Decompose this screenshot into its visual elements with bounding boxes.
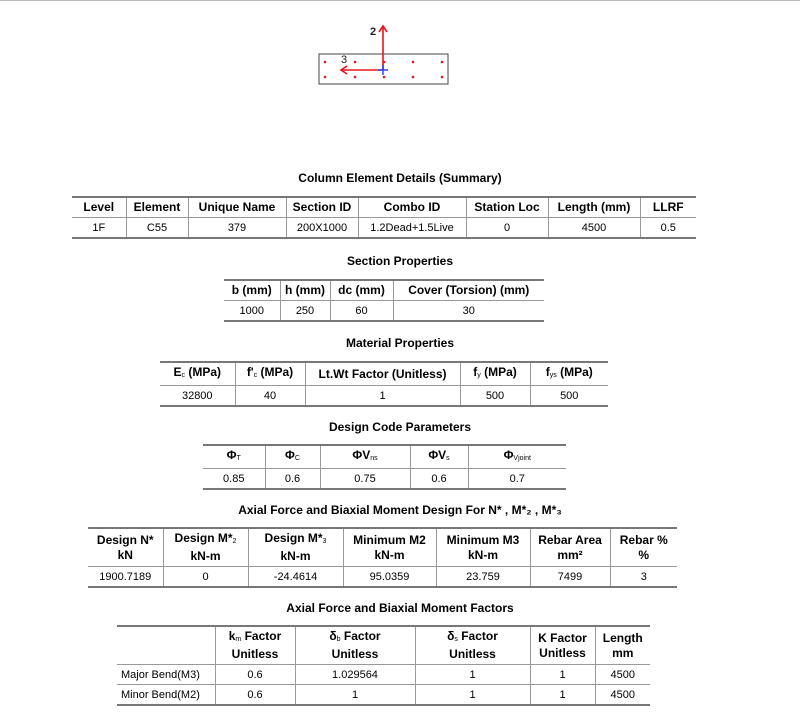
header-text: δ xyxy=(329,629,337,643)
header-subscript: c xyxy=(253,372,258,379)
header-text: E xyxy=(173,365,182,379)
column-header xyxy=(393,280,544,301)
table-cell: 0.5 xyxy=(640,218,696,239)
table-cell: 250 xyxy=(280,301,330,322)
table-cell: 23.759 xyxy=(436,567,530,588)
column-header xyxy=(248,528,343,567)
element-details-table xyxy=(72,196,696,239)
header-text: f' xyxy=(246,365,254,379)
column-header xyxy=(305,362,460,386)
header-subscript: 2 xyxy=(232,538,237,545)
section-diagram xyxy=(318,22,450,88)
table-cell: 3 xyxy=(610,567,677,588)
column-header xyxy=(530,528,610,567)
header-subscript: y xyxy=(477,372,481,379)
header-row xyxy=(72,197,696,218)
header-text: δ xyxy=(447,629,455,643)
table-cell: 0.85 xyxy=(223,472,245,485)
header-text: Factor xyxy=(457,629,498,643)
table-cell: Major Bend(M3) xyxy=(121,668,200,681)
axis-3-label: 3 xyxy=(341,54,348,66)
table-cell: 1.2Dead+1.5Live xyxy=(358,218,466,239)
column-header xyxy=(640,197,696,218)
header-text: Factor xyxy=(340,629,381,643)
column-header xyxy=(188,197,286,218)
column-header xyxy=(610,528,677,567)
header-text: mm² xyxy=(557,547,583,562)
material-properties-title: Material Properties xyxy=(345,336,455,350)
header-subscript: s xyxy=(454,636,458,643)
header-subscript: b xyxy=(336,636,341,643)
table-row xyxy=(224,301,544,322)
header-text: Cover (Torsion) (mm) xyxy=(408,283,530,297)
table-row xyxy=(203,469,566,490)
header-text: (MPa) xyxy=(480,365,517,379)
header-subscript: Vjoint xyxy=(513,455,531,462)
column-header xyxy=(265,445,320,469)
table-cell: 500 xyxy=(460,386,530,407)
header-text: Minimum M3 xyxy=(446,532,520,547)
header-row xyxy=(88,528,677,567)
header-text: ΦV xyxy=(352,448,371,462)
table-cell: 30 xyxy=(393,301,544,322)
header-text: Unique Name xyxy=(198,200,276,214)
header-text: h (mm) xyxy=(285,283,325,297)
header-text: (MPa) xyxy=(185,365,221,379)
table-cell: -24.4614 xyxy=(248,567,343,588)
table-cell: 40 xyxy=(235,386,305,407)
table-cell: 0.75 xyxy=(320,469,410,490)
column-header xyxy=(460,362,530,386)
column-header xyxy=(203,445,265,469)
header-text: Station Loc xyxy=(474,200,540,214)
axial-biaxial-design-table xyxy=(88,527,677,588)
table-cell: 1F xyxy=(92,221,106,234)
column-header xyxy=(320,445,410,469)
header-subscript: m xyxy=(235,636,242,643)
element-details-title: Column Element Details (Summary) xyxy=(298,171,502,185)
table-row xyxy=(72,218,696,239)
header-text: kN-m xyxy=(190,549,221,563)
table-cell: 4500 xyxy=(595,685,650,706)
header-text: Element xyxy=(133,200,181,214)
header-subscript: s xyxy=(446,455,450,462)
header-text: kN-m xyxy=(467,547,498,562)
column-header xyxy=(224,280,280,301)
column-header xyxy=(160,362,235,386)
header-text: Φ xyxy=(285,448,295,462)
column-header xyxy=(280,280,330,301)
header-text: ΦV xyxy=(428,448,447,462)
header-text: Lt.Wt Factor (Unitless) xyxy=(318,366,447,381)
section-properties-title: Section Properties xyxy=(346,254,454,268)
header-text: f xyxy=(545,365,550,379)
column-header xyxy=(126,197,188,218)
table-cell: 0.6 xyxy=(410,469,468,490)
header-text: Level xyxy=(83,200,115,214)
header-text: Length xyxy=(602,630,643,645)
header-text: Φ xyxy=(503,448,514,462)
header-text: Minimum M2 xyxy=(353,532,426,547)
axial-biaxial-design-title: Axial Force and Biaxial Moment Design For N* , M*₂ , M*₃ xyxy=(238,503,562,517)
header-text: (MPa) xyxy=(257,365,294,379)
header-text: Unitless xyxy=(231,647,279,661)
header-text: Unitless xyxy=(331,647,379,661)
column-header xyxy=(595,626,650,665)
table-row xyxy=(117,685,650,706)
table-cell: 1 xyxy=(530,665,595,685)
header-text: Factor xyxy=(241,629,282,643)
column-header xyxy=(286,197,358,218)
header-text: Section ID xyxy=(292,200,352,214)
table-cell: 1000 xyxy=(239,304,264,317)
header-row xyxy=(224,280,544,301)
column-header xyxy=(72,197,126,218)
table-cell: 1 xyxy=(415,685,530,706)
header-subscript: T xyxy=(236,455,241,462)
column-header xyxy=(358,197,466,218)
table-row xyxy=(160,386,608,407)
column-header xyxy=(330,280,393,301)
table-cell: 1 xyxy=(530,685,595,706)
column-header xyxy=(468,445,566,469)
header-row xyxy=(117,626,650,665)
table-cell: 1.029564 xyxy=(295,665,415,685)
column-header xyxy=(410,445,468,469)
design-code-parameters-title: Design Code Parameters xyxy=(328,420,472,434)
table-cell: C55 xyxy=(126,218,188,239)
header-row xyxy=(160,362,608,386)
table-cell: 1 xyxy=(415,665,530,685)
column-header xyxy=(436,528,530,567)
column-header xyxy=(117,626,215,665)
table-cell: 7499 xyxy=(530,567,610,588)
header-row xyxy=(203,445,566,469)
header-text: Length (mm) xyxy=(557,200,631,214)
header-subscript: C xyxy=(294,455,300,462)
column-header xyxy=(530,362,608,386)
table-cell: 0.6 xyxy=(215,665,295,685)
axis-arrows xyxy=(341,26,387,74)
header-text: kN-m xyxy=(280,549,311,563)
header-text: Rebar % xyxy=(619,532,668,547)
axis-2-label: 2 xyxy=(370,26,377,38)
header-text: Design N* xyxy=(96,532,154,547)
header-text: Unitless xyxy=(539,645,586,660)
header-text: mm xyxy=(612,645,634,660)
table-cell: 0 xyxy=(163,567,248,588)
table-cell: 0.6 xyxy=(265,469,320,490)
table-cell: 500 xyxy=(530,386,608,407)
table-cell: 1 xyxy=(305,386,460,407)
header-text: (MPa) xyxy=(556,365,593,379)
table-cell: 0.6 xyxy=(215,685,295,706)
column-header xyxy=(215,626,295,665)
header-text: dc (mm) xyxy=(338,283,385,297)
table-cell: 0.7 xyxy=(468,469,566,490)
column-header xyxy=(530,626,595,665)
header-text: Rebar Area xyxy=(538,532,602,547)
column-header xyxy=(466,197,548,218)
header-text: kN xyxy=(117,547,133,562)
table-cell: 32800 xyxy=(181,389,213,402)
header-text: b (mm) xyxy=(231,283,272,297)
design-code-parameters-table xyxy=(203,444,566,490)
table-cell: 4500 xyxy=(595,665,650,685)
column-header xyxy=(163,528,248,567)
section-properties-table xyxy=(224,279,544,322)
column-header xyxy=(295,626,415,665)
header-text: f xyxy=(473,365,478,379)
column-header xyxy=(235,362,305,386)
column-header xyxy=(343,528,436,567)
table-cell: 379 xyxy=(188,218,286,239)
header-text: % xyxy=(638,547,650,562)
header-subscript: ns xyxy=(370,455,378,462)
table-row xyxy=(117,665,650,685)
table-cell: 95.0359 xyxy=(343,567,436,588)
table-cell: 200X1000 xyxy=(286,218,358,239)
header-subscript: ys xyxy=(549,372,557,379)
header-text: Combo ID xyxy=(383,200,441,214)
header-text: Design M* xyxy=(174,531,233,545)
header-text: k xyxy=(228,629,236,643)
header-subscript: c xyxy=(181,372,185,379)
header-text: kN-m xyxy=(374,547,405,562)
header-text: Design M* xyxy=(264,531,323,545)
table-cell: 0 xyxy=(466,218,548,239)
header-text: Unitless xyxy=(449,647,496,661)
table-cell: 1900.7189 xyxy=(99,570,152,583)
axial-biaxial-factors-table xyxy=(117,625,650,706)
table-cell: 4500 xyxy=(548,218,640,239)
header-text: K Factor xyxy=(538,630,587,645)
axial-biaxial-factors-title: Axial Force and Biaxial Moment Factors xyxy=(286,601,514,615)
table-cell: 1 xyxy=(295,685,415,706)
table-row xyxy=(88,567,677,588)
column-header xyxy=(548,197,640,218)
table-cell: Minor Bend(M2) xyxy=(121,688,200,701)
table-cell: 60 xyxy=(330,301,393,322)
material-properties-table xyxy=(160,361,608,407)
header-subscript: 3 xyxy=(322,538,327,545)
header-text: Φ xyxy=(226,448,237,462)
header-text: LLRF xyxy=(652,200,684,214)
centroid-icon xyxy=(378,65,388,75)
column-header xyxy=(88,528,163,567)
top-divider xyxy=(0,0,800,1)
column-header xyxy=(415,626,530,665)
